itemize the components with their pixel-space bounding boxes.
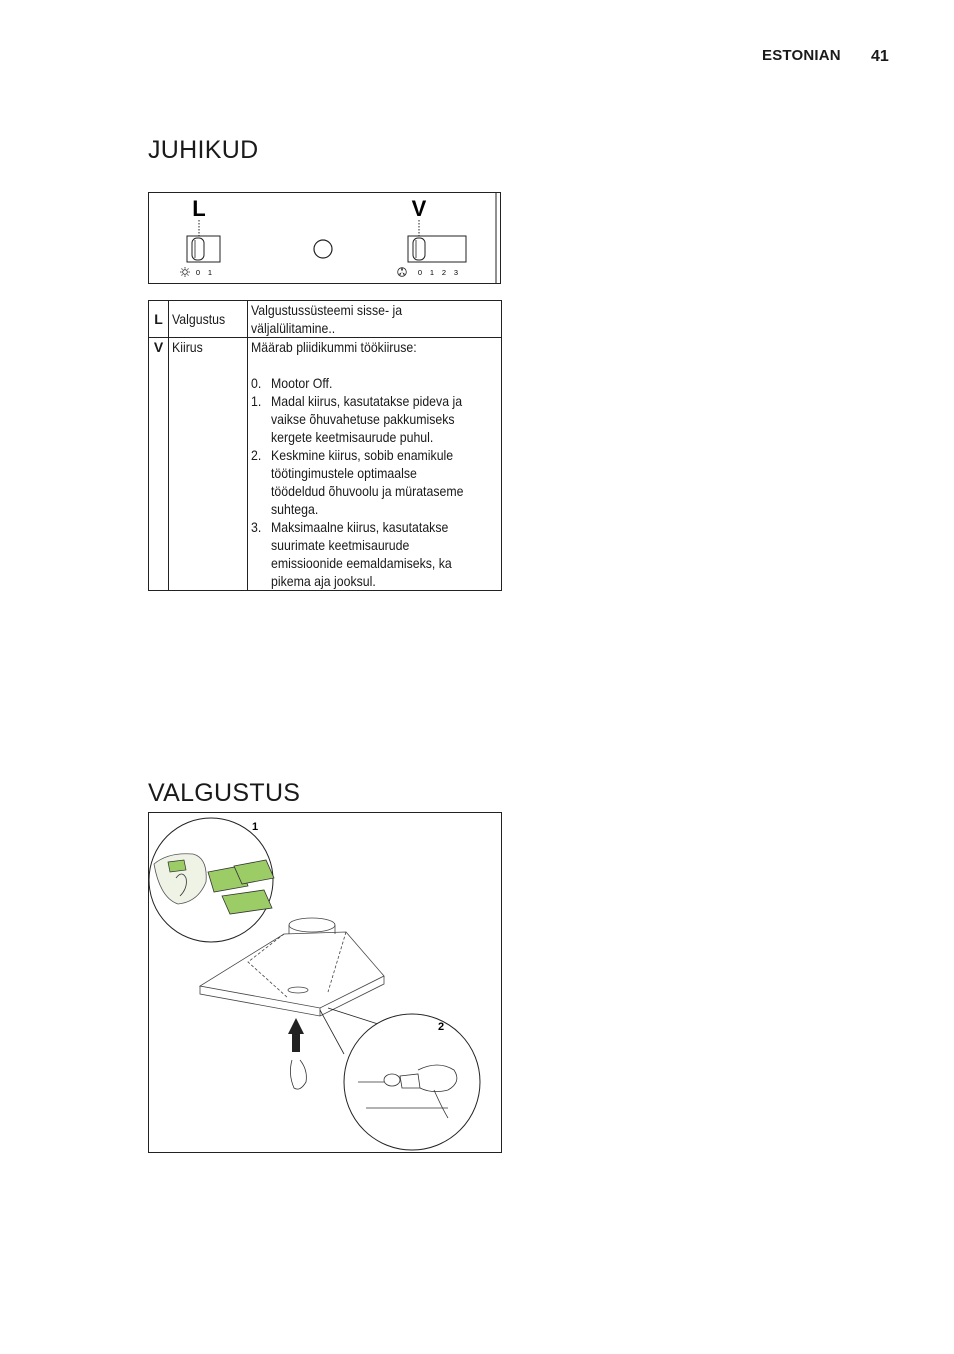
- row-key: V: [149, 338, 169, 591]
- fan-scale-1: 1: [429, 268, 435, 277]
- language-label: ESTONIAN: [762, 47, 841, 64]
- center-button[interactable]: [314, 240, 332, 258]
- section-title-controls: JUHIKUD: [148, 136, 259, 164]
- speed-switch-letter: V: [411, 196, 427, 221]
- control-panel-drawing: [148, 192, 502, 284]
- row-description: Valgustussüsteemi sisse- ja väljalülitamine..: [248, 301, 502, 338]
- fan-scale-2: 2: [441, 268, 447, 277]
- table-row: [149, 338, 502, 591]
- list-item: 3. Maksimaalne kiirus, kasutatakse suurimate keetmisaurude emissioonide eemaldamiseks, ka pikema aja jooksul.: [251, 519, 452, 589]
- section-title-lighting: VALGUSTUS: [148, 779, 301, 807]
- speed-list: [251, 374, 498, 590]
- row-key: L: [149, 301, 169, 338]
- row-name: Valgustus: [169, 301, 248, 338]
- fan-scale-0: 0: [417, 268, 423, 277]
- fan-scale-3: 3: [453, 268, 459, 277]
- fan-icon: [398, 268, 407, 277]
- list-item: 2. Keskmine kiirus, sobib enamikule töötingimustele optimaalse töödeldud õhuvoolu ja mürataseme suhtega.: [251, 447, 464, 517]
- callout-1: 1: [252, 821, 259, 833]
- light-switch-letter: L: [192, 196, 206, 221]
- row-name: Kiirus: [169, 338, 248, 591]
- callout-2: 2: [438, 1021, 445, 1033]
- light-scale-1: 1: [207, 268, 213, 277]
- light-scale-0: 0: [195, 268, 201, 277]
- light-switch[interactable]: [187, 236, 220, 262]
- table-row: [149, 301, 502, 338]
- page-number: 41: [871, 48, 889, 65]
- list-item: 0. Mootor Off.: [251, 375, 333, 391]
- controls-table: [148, 300, 502, 591]
- up-arrow-icon: [288, 1018, 304, 1052]
- bulb-icon: [180, 267, 190, 277]
- row-description: Määrab pliidikummi töökiiruse: 0. Mootor Off. 1. Madal kiirus, kasutatakse pideva ja vaikse õhuvahetuse pakkumiseks kergete keetmisaurude puhul. 2. Keskmine kiirus, sobib enamikule töötingimustele optimaalse töödeldud õhuvoolu ja mürataseme suhtega. 3. Maksimaalne kiirus, kasutatakse suurimate keetmisaurude emissioonide eemaldamiseks, ka pikema aja jooksul.: [248, 338, 502, 591]
- speed-switch[interactable]: [408, 236, 466, 262]
- lighting-drawing: [148, 812, 502, 1153]
- list-item: 1. Madal kiirus, kasutatakse pideva ja vaikse õhuvahetuse pakkumiseks kergete keetmisaurude puhul.: [251, 393, 463, 445]
